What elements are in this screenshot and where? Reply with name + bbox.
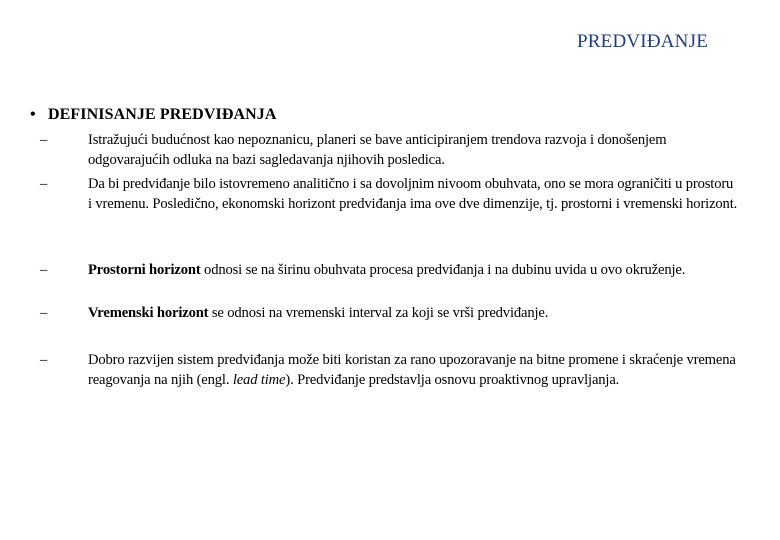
term-vremenski-horizont: Vremenski horizont	[88, 305, 209, 321]
dash-icon: –	[40, 262, 48, 278]
dash-icon: –	[40, 176, 48, 192]
list-item-text	[88, 261, 740, 281]
section-heading	[30, 106, 277, 124]
list-item	[40, 131, 740, 170]
bullet-icon: •	[30, 106, 36, 123]
list-item	[40, 261, 740, 281]
text-after: ). Predviđanje predstavlja osnovu proaktivnog upravljanja.	[285, 371, 620, 388]
list-item-text: Da bi predviđanje bilo istovremeno analitično i sa dovoljnim nivoom obuhvata, ono se mora ograničiti u prostoru i vremenu. Posledično, ekonomski horizont predviđanja ima ove dve dimenzije, tj. prostorni i vremenski horizont.	[88, 176, 738, 212]
term-definition: se odnosi na vremenski interval za koji se vrši predviđanje.	[208, 305, 549, 321]
text-before: Dobro razvijen sistem predviđanja može biti koristan za rano upozoravanje na bitne promene i skraćenje vremena reagovanja na njih (engl.	[88, 352, 736, 388]
list-item	[40, 175, 740, 214]
list-item	[40, 351, 740, 390]
term-prostorni-horizont: Prostorni horizont	[88, 262, 201, 278]
dash-icon: –	[40, 305, 48, 321]
list-item-text: Istražujući budućnost kao nepoznanicu, planeri se bave anticipiranjem trendova razvoja i donošenjem odgovarajućih odluka na bazi sagledavanja njihovih posledica.	[88, 132, 667, 168]
slide-title: PREDVIĐANJE	[577, 31, 708, 52]
italic-term: lead time	[232, 371, 286, 388]
dash-icon: –	[40, 352, 48, 368]
list-item-text	[88, 351, 740, 390]
dash-icon: –	[40, 132, 48, 148]
term-definition: odnosi se na širinu obuhvata procesa predviđanja i na dubinu uvida u ovo okruženje.	[200, 262, 686, 278]
section-heading-text: DEFINISANJE PREDVIĐANJA	[48, 106, 277, 123]
list-item	[40, 304, 740, 324]
list-item-text	[88, 304, 740, 324]
